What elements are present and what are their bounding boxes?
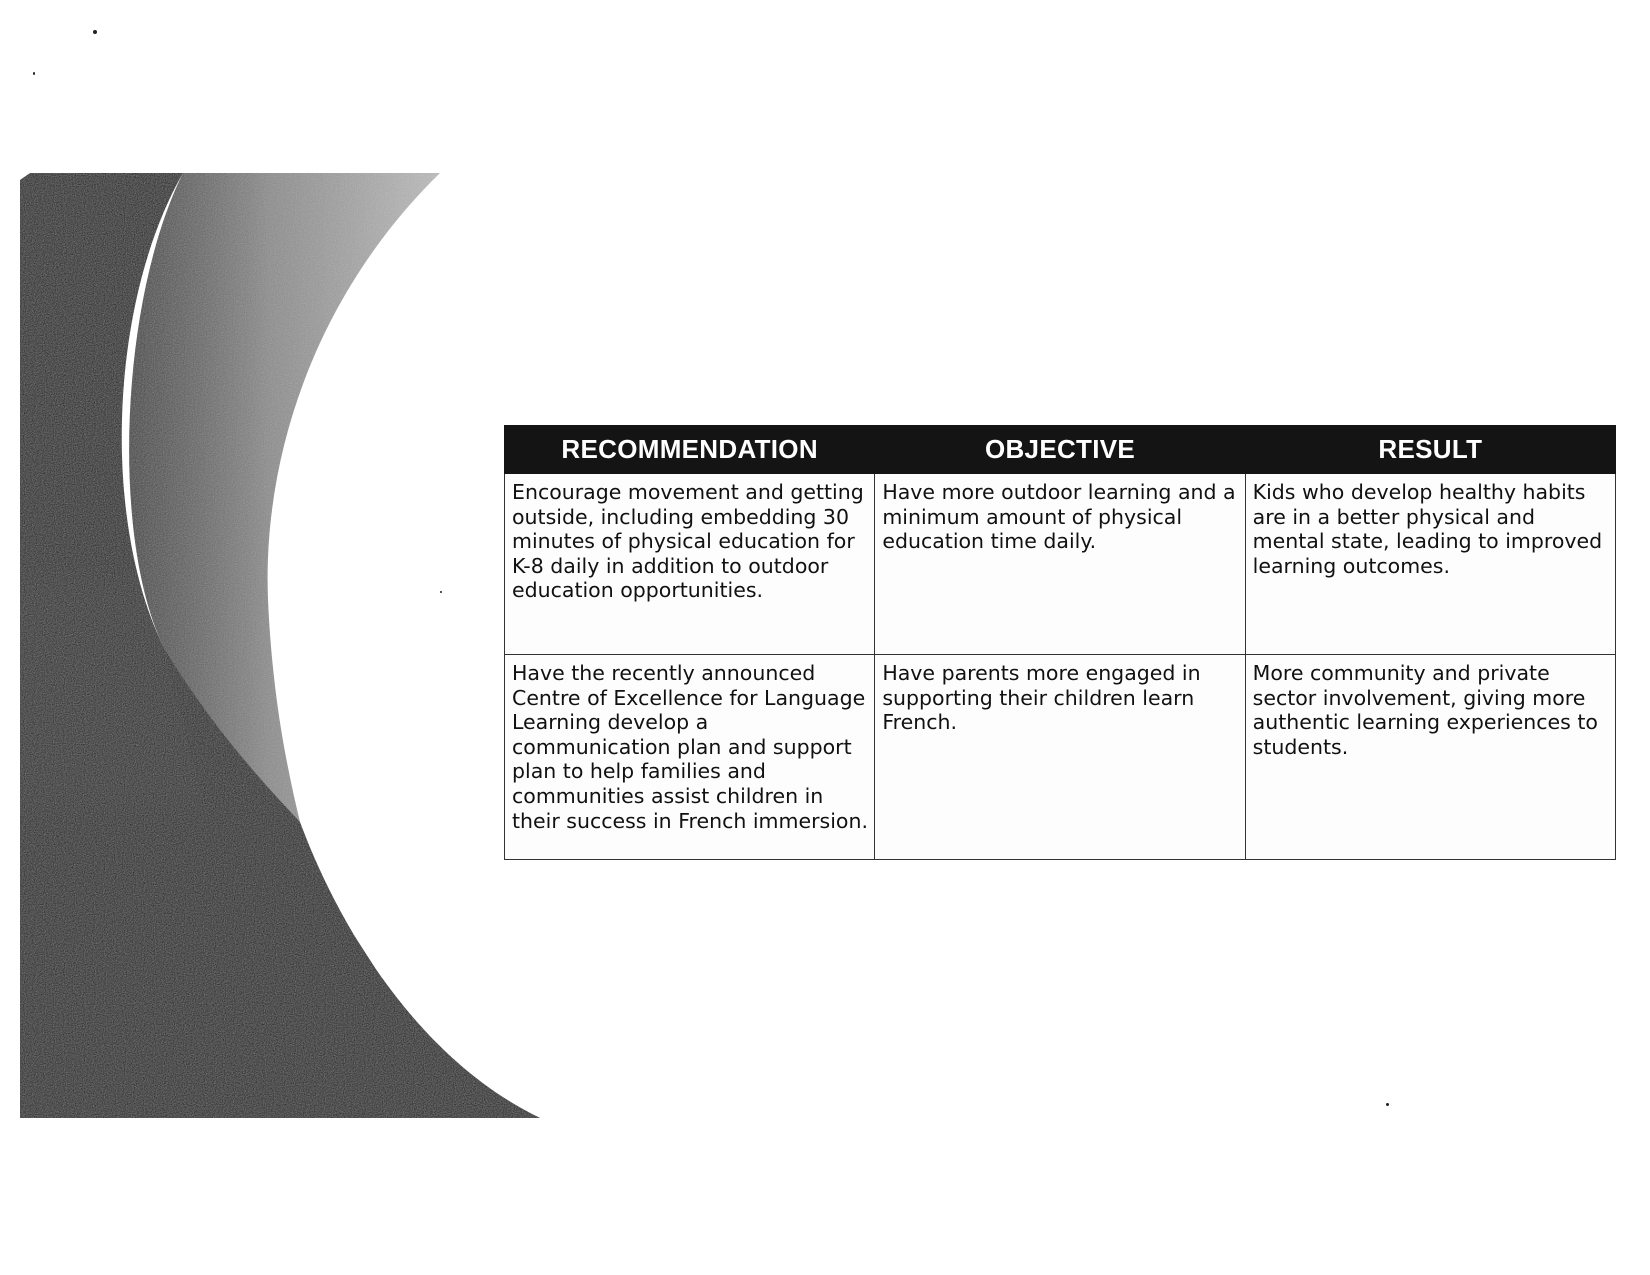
result-cell: More community and private sector involvement, giving more authentic learning experiences to students. [1245, 655, 1615, 860]
scan-speck [440, 591, 442, 593]
recommendation-cell: Encourage movement and getting outside, including embedding 30 minutes of physical education for K-8 daily in addition to outdoor education opportunities. [505, 474, 875, 655]
objective-cell: Have parents more engaged in supporting their children learn French. [875, 655, 1245, 860]
result-cell: Kids who develop healthy habits are in a better physical and mental state, leading to improved learning outcomes. [1245, 474, 1615, 655]
scan-speck [33, 72, 35, 75]
recommendation-cell: Have the recently announced Centre of Excellence for Language Learning develop a communication plan and support plan to help families and communities assist children in their success in French immersion. [505, 655, 875, 860]
recommendations-table [504, 425, 1616, 860]
recommendations-table-container [504, 425, 1616, 860]
table-row [505, 655, 1616, 860]
table-header-row [505, 426, 1616, 474]
objective-cell: Have more outdoor learning and a minimum amount of physical education time daily. [875, 474, 1245, 655]
header-recommendation: RECOMMENDATION [505, 426, 875, 474]
scan-speck [1386, 1103, 1389, 1106]
scan-speck [93, 30, 97, 34]
header-objective: OBJECTIVE [875, 426, 1245, 474]
table-row [505, 474, 1616, 655]
header-result: RESULT [1245, 426, 1615, 474]
